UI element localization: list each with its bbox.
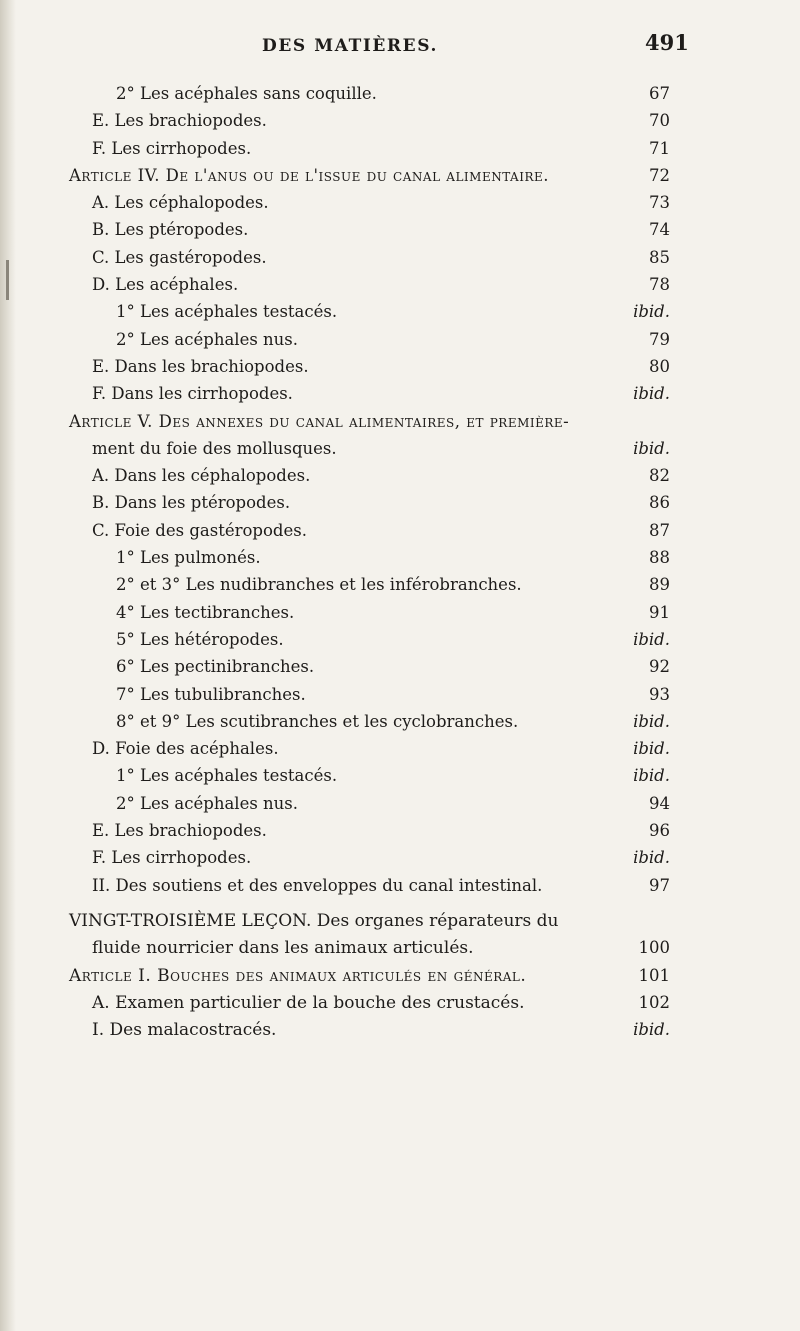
toc-entry: [0, 464, 800, 491]
toc-entry: [0, 991, 800, 1018]
toc-entry: [0, 300, 800, 327]
toc-entry-page: 97: [649, 875, 670, 895]
toc-entry-text: Article IV. De l'anus ou de l'issue du canal alimentaire.: [69, 165, 549, 185]
toc-entry-text: E. Les brachiopodes.: [92, 111, 267, 131]
toc-entry: [0, 519, 800, 546]
toc-entry-text: Article V. Des annexes du canal alimentaires, et première-: [69, 411, 570, 431]
toc-entry-text: C. Les gastéropodes.: [92, 247, 267, 267]
toc-entry-page: 79: [649, 329, 670, 349]
toc-entry-page: 101: [638, 965, 670, 985]
toc-entry-text: D. Les acéphales.: [92, 275, 239, 295]
toc-entry-text: 6° Les pectinibranches.: [116, 657, 315, 677]
toc-entry: [0, 273, 800, 300]
toc-entry-page: 80: [649, 356, 670, 376]
toc-entry-text: 5° Les hétéropodes.: [116, 629, 284, 649]
toc-entry-page: 73: [649, 193, 670, 213]
toc-entry-text: 1° Les acéphales testacés.: [116, 766, 338, 786]
toc-entry: [0, 1018, 800, 1045]
toc-entry-text: F. Dans les cirrhopodes.: [92, 384, 293, 404]
toc-entry-text: A. Examen particulier de la bouche des crustacés.: [92, 992, 525, 1013]
toc-entry-page: 82: [649, 466, 670, 486]
toc-entry-text: 1° Les pulmonés.: [116, 548, 261, 568]
toc-entry-text: A. Dans les céphalopodes.: [92, 466, 311, 486]
toc-entry: [0, 164, 800, 191]
toc-entry-page: ibid.: [633, 766, 670, 786]
toc-entry-text: I. Des malacostracés.: [92, 1020, 277, 1041]
toc-entry: [0, 710, 800, 737]
toc-entry-page: 72: [649, 165, 670, 185]
toc-entry-page: 94: [649, 793, 670, 813]
toc-entry: [0, 874, 800, 901]
toc-entry-text: C. Foie des gastéropodes.: [92, 520, 307, 540]
toc-entry-text: 1° Les acéphales testacés.: [116, 302, 338, 322]
toc-entry-page: 102: [638, 992, 670, 1012]
toc-entry: [0, 491, 800, 518]
toc-entry: [0, 683, 800, 710]
toc-entry: [0, 218, 800, 245]
toc-entry-text: 2° Les acéphales nus.: [116, 329, 299, 349]
page-number: 491: [645, 30, 689, 55]
toc-entry-text: E. Les brachiopodes.: [92, 821, 267, 841]
toc-entry-text: A. Les céphalopodes.: [92, 193, 269, 213]
toc-entry-page: 88: [649, 548, 670, 568]
toc-entry: [0, 819, 800, 846]
toc-entry-page: 86: [649, 493, 670, 513]
toc-entry-text: 2° Les acéphales sans coquille.: [116, 84, 377, 103]
toc-entry-page: 92: [649, 657, 670, 677]
toc-entry-page: ibid.: [633, 384, 670, 404]
running-title: DES MATIÈRES.: [262, 36, 439, 56]
toc-entry: [0, 737, 800, 764]
toc-entry: [0, 573, 800, 600]
toc-entry-page: 96: [649, 821, 670, 841]
toc-entry-text: D. Foie des acéphales.: [92, 739, 279, 759]
toc-entry-page: ibid.: [633, 1020, 670, 1040]
toc-entry: [0, 655, 800, 682]
toc-entry-text: 2° et 3° Les nudibranches et les inférobranches.: [116, 575, 522, 595]
toc-entry-text: E. Dans les brachiopodes.: [92, 356, 309, 376]
toc-entry: [0, 601, 800, 628]
toc-entry: [0, 909, 800, 936]
toc-entry-text: fluide nourricier dans les animaux articulés.: [92, 938, 474, 959]
toc-entry-page: 70: [649, 111, 670, 131]
section-gap: [0, 901, 800, 909]
toc-entry-page: ibid.: [633, 438, 670, 458]
toc-entry-page: 78: [649, 275, 670, 295]
toc-entry: [0, 936, 800, 963]
toc-entry: [0, 246, 800, 273]
toc-entry: [0, 355, 800, 382]
toc-entry: [0, 764, 800, 791]
toc-entry-page: ibid.: [633, 629, 670, 649]
toc-entry: [0, 410, 800, 437]
toc-entry-page: ibid.: [633, 848, 670, 868]
toc-entry-page: 85: [649, 247, 670, 267]
toc-entry-page: 87: [649, 520, 670, 540]
toc-entry: [0, 137, 800, 164]
toc-entry-page: 74: [649, 220, 670, 240]
page-header: [0, 30, 800, 60]
toc-entry-page: ibid.: [633, 302, 670, 322]
toc-entry: [0, 382, 800, 409]
toc-entry: [0, 437, 800, 464]
toc-entry-page: 71: [649, 138, 670, 158]
toc-entry-page: 91: [649, 602, 670, 622]
toc-entry-text: 8° et 9° Les scutibranches et les cyclobranches.: [116, 711, 519, 731]
toc-entry: [0, 328, 800, 355]
toc-entry-page: 89: [649, 575, 670, 595]
toc-entry-text: 7° Les tubulibranches.: [116, 684, 306, 704]
toc-entry: [0, 191, 800, 218]
toc-entry: [0, 82, 800, 109]
toc-entry-text: 2° Les acéphales nus.: [116, 793, 299, 813]
toc-entry-page: ibid.: [633, 711, 670, 731]
toc-entry-text: B. Les ptéropodes.: [92, 220, 249, 240]
toc-entry-text: F. Les cirrhopodes.: [92, 848, 252, 868]
toc-entry: [0, 109, 800, 136]
toc-entry: [0, 546, 800, 573]
toc-entry-page: ibid.: [633, 739, 670, 759]
toc-entry-page: 100: [638, 938, 670, 958]
toc-entry-text: ment du foie des mollusques.: [92, 438, 337, 458]
toc-entry: [0, 628, 800, 655]
lecon-heading: VINGT-TROISIÈME LEÇON. Des organes réparateurs du: [69, 910, 559, 931]
toc-entry-text: B. Dans les ptéropodes.: [92, 493, 291, 513]
toc-entry-text: II. Des soutiens et des enveloppes du canal intestinal.: [92, 875, 543, 895]
lecon-section: [0, 909, 800, 1045]
toc-entry-text: 4° Les tectibranches.: [116, 602, 295, 622]
toc-entry-page: 67: [649, 84, 670, 103]
toc-entry: [0, 964, 800, 991]
toc-entry-text: F. Les cirrhopodes.: [92, 138, 252, 158]
toc-entry-text: Article I. Bouches des animaux articulés en général.: [69, 965, 527, 986]
toc-entry: [0, 846, 800, 873]
toc-entry: [0, 792, 800, 819]
toc-entry-page: 93: [649, 684, 670, 704]
table-of-contents: [0, 82, 800, 1045]
